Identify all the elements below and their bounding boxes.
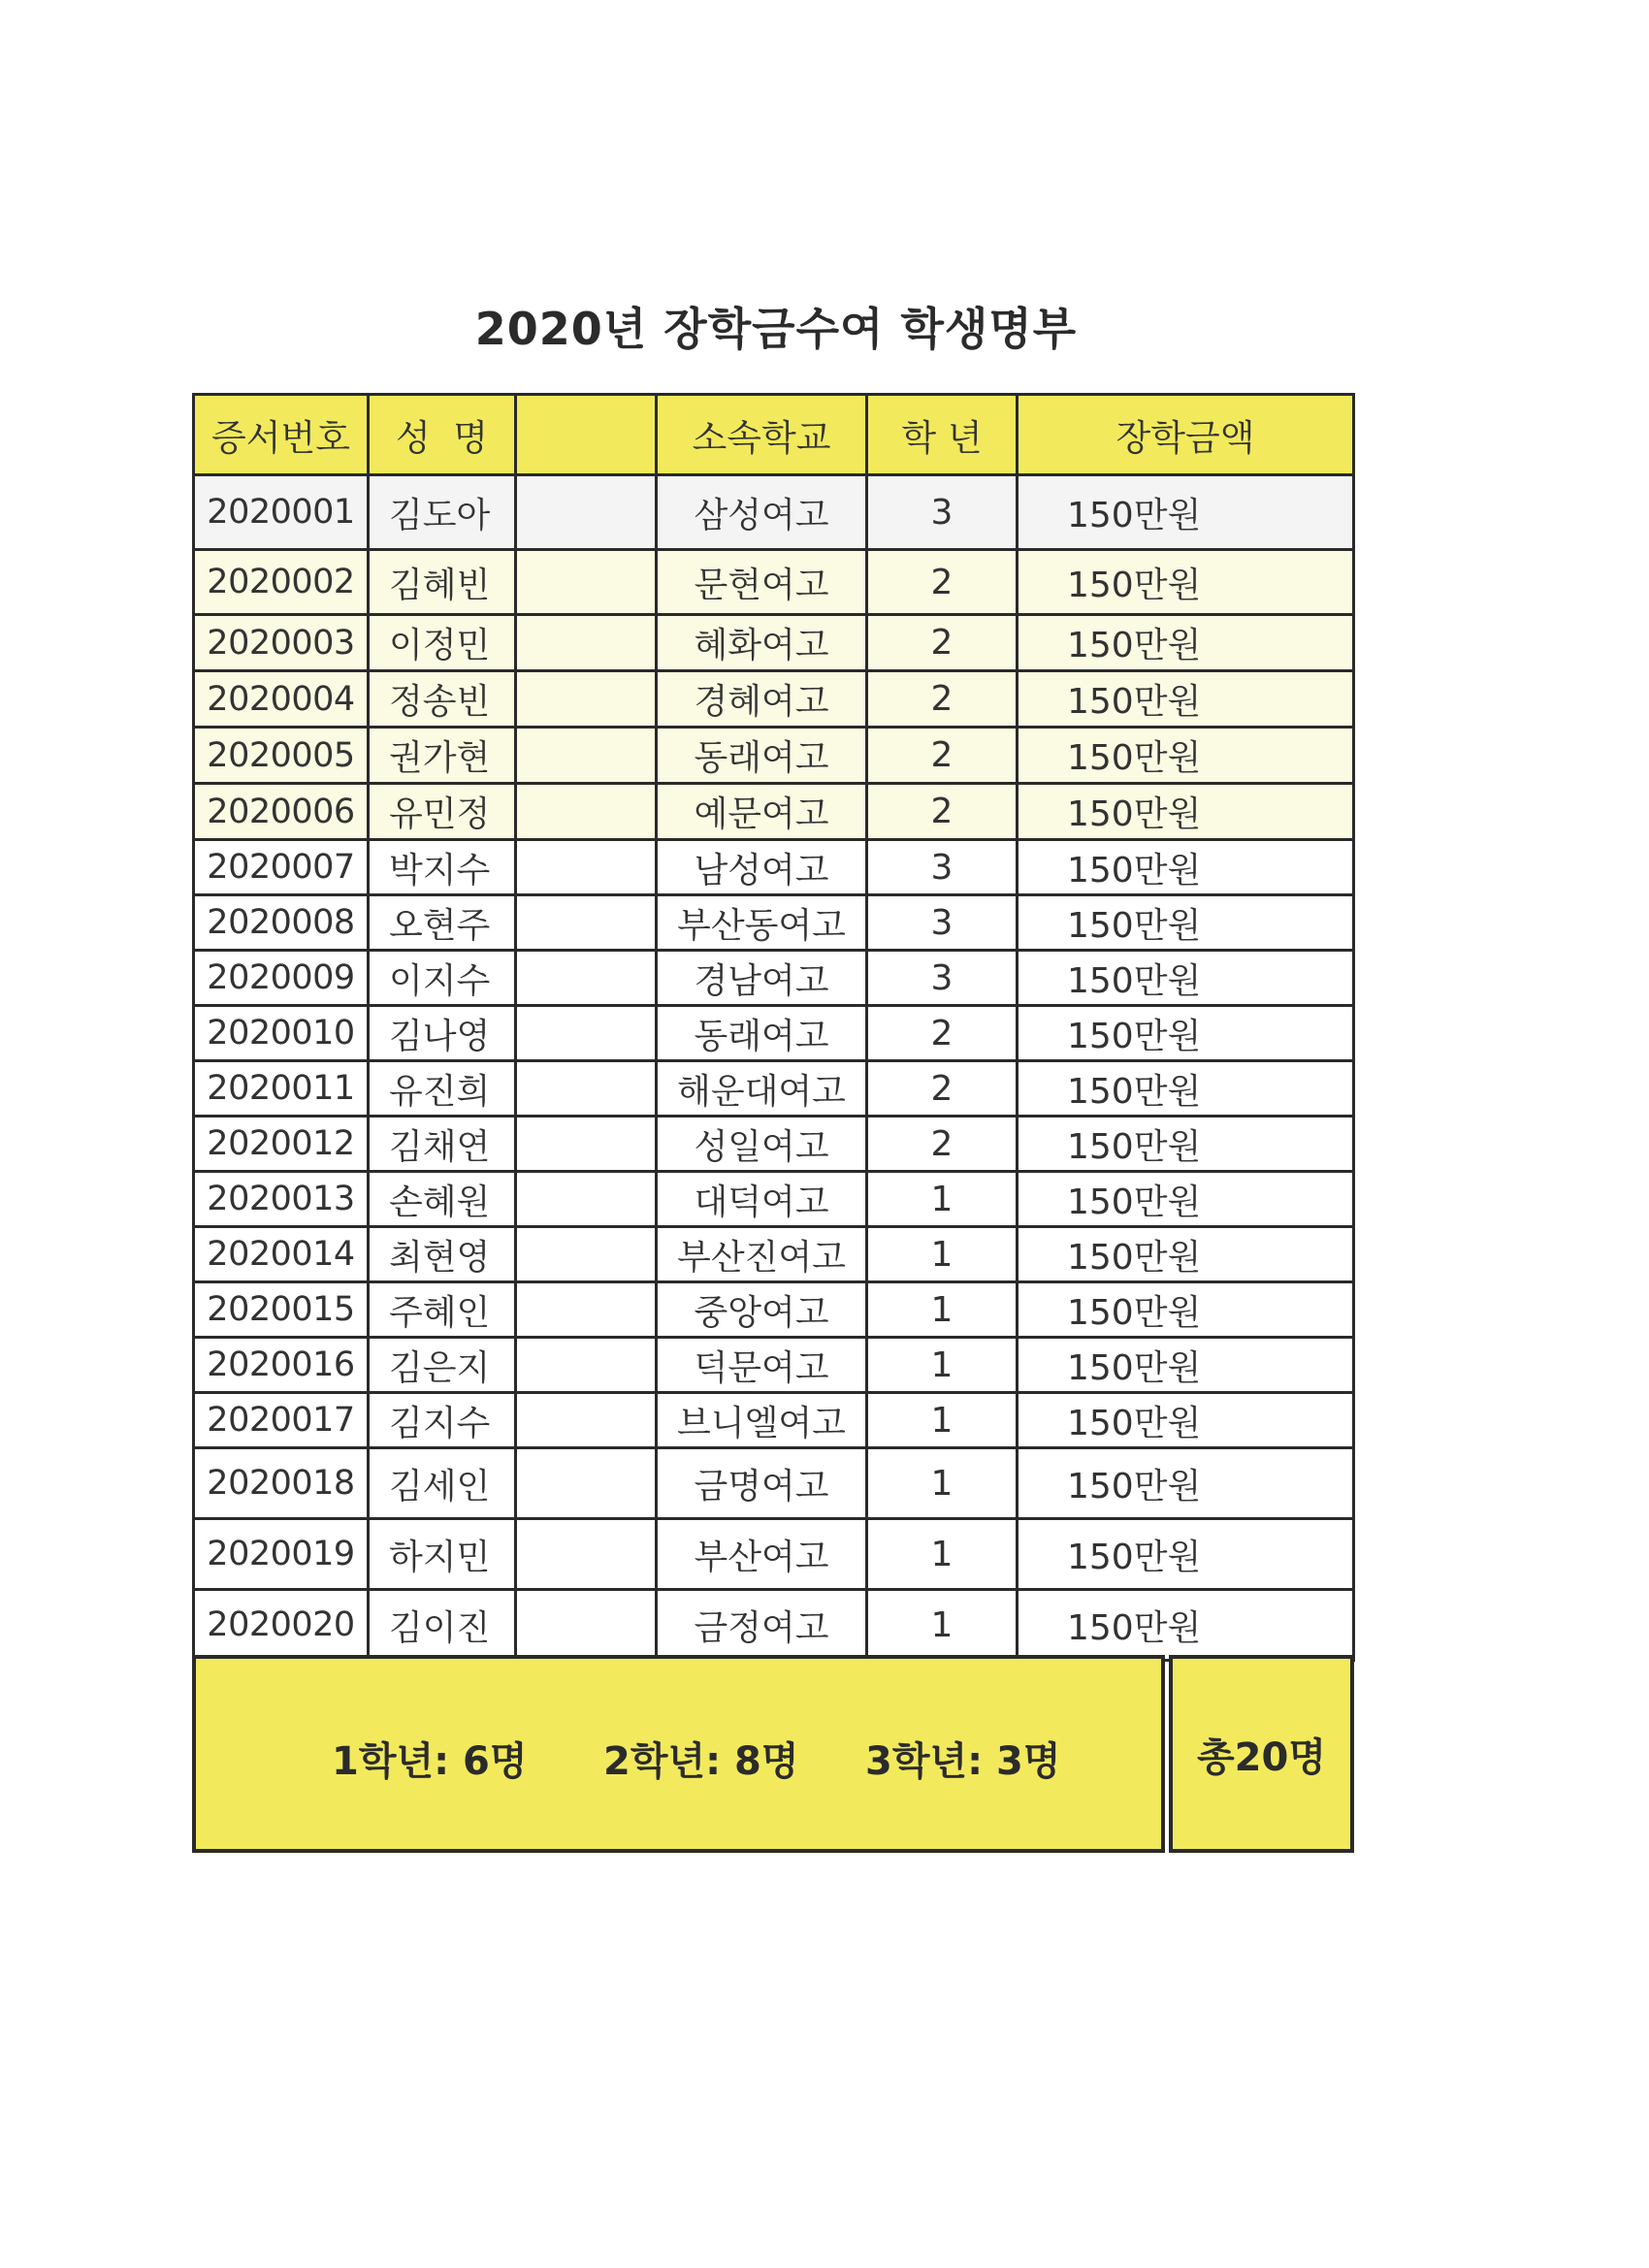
table-row: [194, 895, 1354, 951]
table-row: [194, 1061, 1354, 1117]
amount-cell: 150만원: [1018, 1448, 1354, 1519]
school-cell: 동래여고: [657, 1006, 867, 1061]
table-row: [194, 615, 1354, 671]
name-cell: 주혜인: [369, 1282, 516, 1338]
school-cell: 경혜여고: [657, 671, 867, 728]
school-cell: 혜화여고: [657, 615, 867, 671]
blank-cell: [516, 951, 657, 1006]
school-cell: 대덕여고: [657, 1172, 867, 1227]
grade-cell: 3: [867, 840, 1018, 895]
blank-cell: [516, 840, 657, 895]
header-cert-no: 증서번호: [194, 395, 369, 475]
name-cell: 김혜빈: [369, 550, 516, 615]
grade-cell: 2: [867, 671, 1018, 728]
school-cell: 금명여고: [657, 1448, 867, 1519]
amount-cell: 150만원: [1018, 1338, 1354, 1393]
name-cell: 박지수: [369, 840, 516, 895]
table-row: [194, 1448, 1354, 1519]
school-cell: 문현여고: [657, 550, 867, 615]
grade-cell: 1: [867, 1227, 1018, 1282]
name-cell: 김은지: [369, 1338, 516, 1393]
amount-cell: 150만원: [1018, 840, 1354, 895]
table-row: [194, 728, 1354, 784]
grade-cell: 1: [867, 1172, 1018, 1227]
blank-cell: [516, 784, 657, 840]
cert-no-cell: 2020008: [194, 895, 369, 951]
school-cell: 성일여고: [657, 1117, 867, 1172]
cert-no-cell: 2020016: [194, 1338, 369, 1393]
cert-no-cell: 2020017: [194, 1393, 369, 1448]
blank-cell: [516, 1448, 657, 1519]
header-name: 성 명: [369, 395, 516, 475]
cert-no-cell: 2020020: [194, 1590, 369, 1661]
cert-no-cell: 2020001: [194, 475, 369, 550]
amount-cell: 150만원: [1018, 728, 1354, 784]
grade-cell: 1: [867, 1590, 1018, 1661]
amount-cell: 150만원: [1018, 895, 1354, 951]
name-cell: 권가현: [369, 728, 516, 784]
grade-cell: 2: [867, 1006, 1018, 1061]
grade-cell: 2: [867, 784, 1018, 840]
cert-no-cell: 2020003: [194, 615, 369, 671]
table-header-row: [194, 395, 1354, 475]
amount-cell: 150만원: [1018, 1282, 1354, 1338]
grade-cell: 2: [867, 1117, 1018, 1172]
amount-cell: 150만원: [1018, 1172, 1354, 1227]
table-row: [194, 550, 1354, 615]
amount-cell: 150만원: [1018, 1227, 1354, 1282]
cert-no-cell: 2020011: [194, 1061, 369, 1117]
school-cell: 부산진여고: [657, 1227, 867, 1282]
table-body: [194, 475, 1354, 1661]
header-blank: [516, 395, 657, 475]
cert-no-cell: 2020019: [194, 1519, 369, 1590]
document-title: 2020년 장학금수여 학생명부: [474, 303, 1078, 355]
name-cell: 김지수: [369, 1393, 516, 1448]
table-row: [194, 951, 1354, 1006]
school-cell: 해운대여고: [657, 1061, 867, 1117]
blank-cell: [516, 728, 657, 784]
cert-no-cell: 2020007: [194, 840, 369, 895]
name-cell: 하지민: [369, 1519, 516, 1590]
grade-cell: 1: [867, 1448, 1018, 1519]
grade-cell: 3: [867, 895, 1018, 951]
table-row: [194, 671, 1354, 728]
grade-cell: 2: [867, 728, 1018, 784]
table-row: [194, 1172, 1354, 1227]
school-cell: 경남여고: [657, 951, 867, 1006]
amount-cell: 150만원: [1018, 615, 1354, 671]
grade-cell: 3: [867, 951, 1018, 1006]
name-cell: 손혜원: [369, 1172, 516, 1227]
name-cell: 이정민: [369, 615, 516, 671]
grade3-count: 3학년: 3명: [865, 1739, 1061, 1784]
header-amount: 장학금액: [1018, 395, 1354, 475]
grade-cell: 2: [867, 1061, 1018, 1117]
school-cell: 부산동여고: [657, 895, 867, 951]
grade-cell: 1: [867, 1338, 1018, 1393]
blank-cell: [516, 475, 657, 550]
table-row: [194, 475, 1354, 550]
cert-no-cell: 2020006: [194, 784, 369, 840]
grade-cell: 1: [867, 1519, 1018, 1590]
table-row: [194, 1227, 1354, 1282]
name-cell: 이지수: [369, 951, 516, 1006]
school-cell: 예문여고: [657, 784, 867, 840]
cert-no-cell: 2020005: [194, 728, 369, 784]
blank-cell: [516, 1117, 657, 1172]
cert-no-cell: 2020009: [194, 951, 369, 1006]
table-row: [194, 1282, 1354, 1338]
grade-cell: 3: [867, 475, 1018, 550]
amount-cell: 150만원: [1018, 475, 1354, 550]
name-cell: 김이진: [369, 1590, 516, 1661]
cert-no-cell: 2020014: [194, 1227, 369, 1282]
name-cell: 유민정: [369, 784, 516, 840]
grade1-count: 1학년: 6명: [332, 1739, 528, 1784]
school-cell: 부산여고: [657, 1519, 867, 1590]
total-count: 총20명: [1169, 1655, 1354, 1853]
grade-cell: 1: [867, 1282, 1018, 1338]
amount-cell: 150만원: [1018, 951, 1354, 1006]
cert-no-cell: 2020012: [194, 1117, 369, 1172]
grade-count-panel: [192, 1655, 1165, 1853]
blank-cell: [516, 1282, 657, 1338]
amount-cell: 150만원: [1018, 1519, 1354, 1590]
blank-cell: [516, 1172, 657, 1227]
table-row: [194, 1590, 1354, 1661]
name-cell: 김세인: [369, 1448, 516, 1519]
cert-no-cell: 2020018: [194, 1448, 369, 1519]
school-cell: 덕문여고: [657, 1338, 867, 1393]
blank-cell: [516, 1519, 657, 1590]
school-cell: 남성여고: [657, 840, 867, 895]
school-cell: 삼성여고: [657, 475, 867, 550]
blank-cell: [516, 1393, 657, 1448]
cert-no-cell: 2020015: [194, 1282, 369, 1338]
grade-cell: 2: [867, 550, 1018, 615]
summary-box: [192, 1655, 1354, 1853]
amount-cell: 150만원: [1018, 1006, 1354, 1061]
name-cell: 최현영: [369, 1227, 516, 1282]
table-row: [194, 1519, 1354, 1590]
cert-no-cell: 2020004: [194, 671, 369, 728]
amount-cell: 150만원: [1018, 1061, 1354, 1117]
school-cell: 중앙여고: [657, 1282, 867, 1338]
blank-cell: [516, 550, 657, 615]
amount-cell: 150만원: [1018, 1117, 1354, 1172]
blank-cell: [516, 1338, 657, 1393]
header-grade: 학 년: [867, 395, 1018, 475]
amount-cell: 150만원: [1018, 671, 1354, 728]
cert-no-cell: 2020002: [194, 550, 369, 615]
grade2-count: 2학년: 8명: [603, 1739, 799, 1784]
school-cell: 동래여고: [657, 728, 867, 784]
blank-cell: [516, 1061, 657, 1117]
name-cell: 김나영: [369, 1006, 516, 1061]
header-school: 소속학교: [657, 395, 867, 475]
table-row: [194, 1393, 1354, 1448]
blank-cell: [516, 1590, 657, 1661]
blank-cell: [516, 615, 657, 671]
table-row: [194, 1338, 1354, 1393]
name-cell: 오현주: [369, 895, 516, 951]
grade-cell: 2: [867, 615, 1018, 671]
school-cell: 금정여고: [657, 1590, 867, 1661]
amount-cell: 150만원: [1018, 1590, 1354, 1661]
blank-cell: [516, 895, 657, 951]
table-row: [194, 784, 1354, 840]
blank-cell: [516, 1006, 657, 1061]
blank-cell: [516, 1227, 657, 1282]
table-row: [194, 1117, 1354, 1172]
scholarship-roster-table: [192, 393, 1355, 1662]
name-cell: 김채연: [369, 1117, 516, 1172]
cert-no-cell: 2020013: [194, 1172, 369, 1227]
amount-cell: 150만원: [1018, 550, 1354, 615]
cert-no-cell: 2020010: [194, 1006, 369, 1061]
name-cell: 유진희: [369, 1061, 516, 1117]
table-row: [194, 840, 1354, 895]
school-cell: 브니엘여고: [657, 1393, 867, 1448]
table-row: [194, 1006, 1354, 1061]
blank-cell: [516, 671, 657, 728]
name-cell: 정송빈: [369, 671, 516, 728]
amount-cell: 150만원: [1018, 784, 1354, 840]
amount-cell: 150만원: [1018, 1393, 1354, 1448]
name-cell: 김도아: [369, 475, 516, 550]
grade-cell: 1: [867, 1393, 1018, 1448]
